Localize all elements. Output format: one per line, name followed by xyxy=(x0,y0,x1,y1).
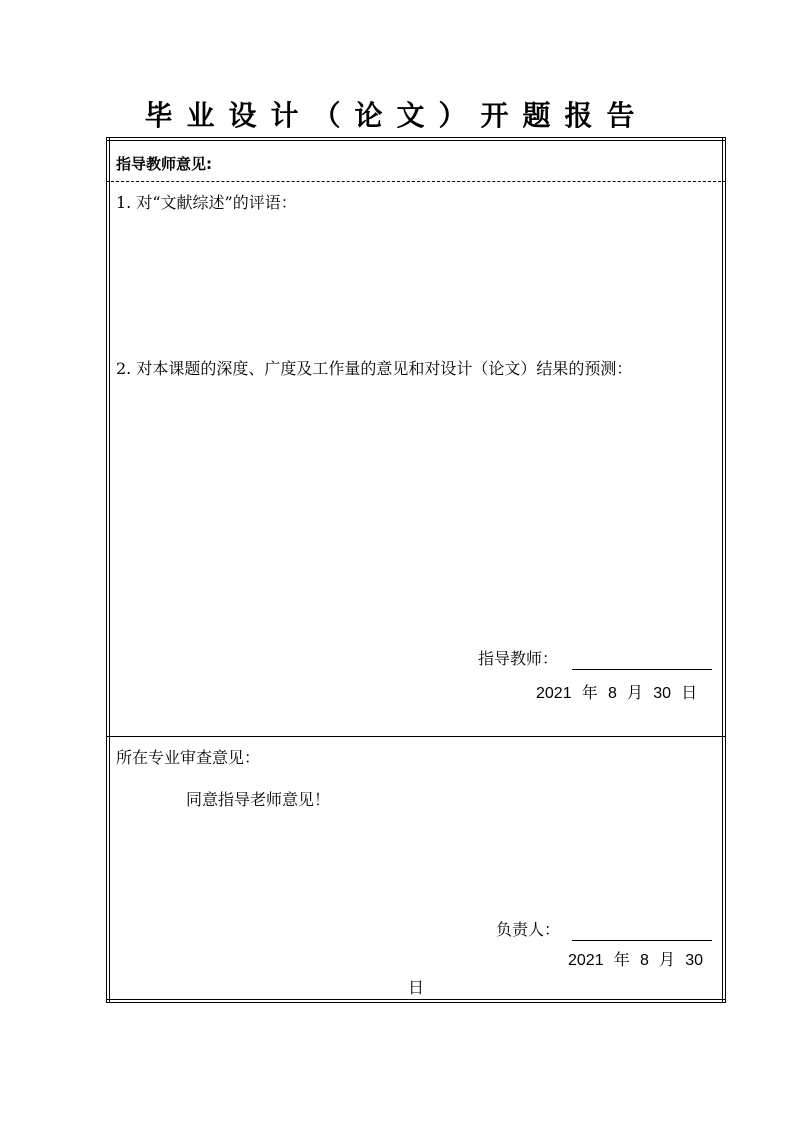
major-section-heading: 所在专业审查意见： xyxy=(116,748,261,767)
major-date-month-unit: 月 xyxy=(659,950,676,969)
major-date-day-unit: 日 xyxy=(408,978,425,997)
advisor-signature-line xyxy=(572,669,712,670)
advisor-date-month-unit: 月 xyxy=(627,683,644,702)
advisor-date xyxy=(536,682,697,705)
major-date-month: 8 xyxy=(639,952,649,969)
responsible-signature-label: 负责人： xyxy=(496,920,561,939)
page-title: 毕业设计（论文）开题报告 xyxy=(144,99,649,132)
literature-review-comment-label: 1. 对“文献综述”的评语： xyxy=(116,193,297,212)
advisor-date-month: 8 xyxy=(607,685,617,702)
form-border xyxy=(106,137,726,1003)
advisor-section-heading: 指导教师意见: xyxy=(116,155,212,173)
top-double-line xyxy=(106,140,726,141)
bottom-double-line xyxy=(106,999,726,1000)
advisor-date-day-unit: 日 xyxy=(681,683,698,702)
advisor-signature-label: 指导教师： xyxy=(478,649,559,668)
scope-workload-comment-label: 2. 对本课题的深度、广度及工作量的意见和对设计（论文）结果的预测： xyxy=(116,359,633,378)
right-double-line xyxy=(722,137,723,1003)
section-dashed-divider xyxy=(106,181,726,182)
advisor-date-year-unit: 年 xyxy=(581,683,598,702)
major-review-opinion: 同意指导老师意见！ xyxy=(186,790,331,809)
major-date-year: 2021 xyxy=(568,952,604,969)
responsible-signature-line xyxy=(572,940,712,941)
report-form xyxy=(106,137,726,1003)
advisor-date-year: 2021 xyxy=(536,685,572,702)
left-double-line xyxy=(109,137,110,1003)
major-date-day: 30 xyxy=(685,952,704,969)
advisor-date-day: 30 xyxy=(653,685,672,702)
major-date xyxy=(568,949,703,972)
section-divider xyxy=(106,736,726,737)
major-date-year-unit: 年 xyxy=(613,950,630,969)
